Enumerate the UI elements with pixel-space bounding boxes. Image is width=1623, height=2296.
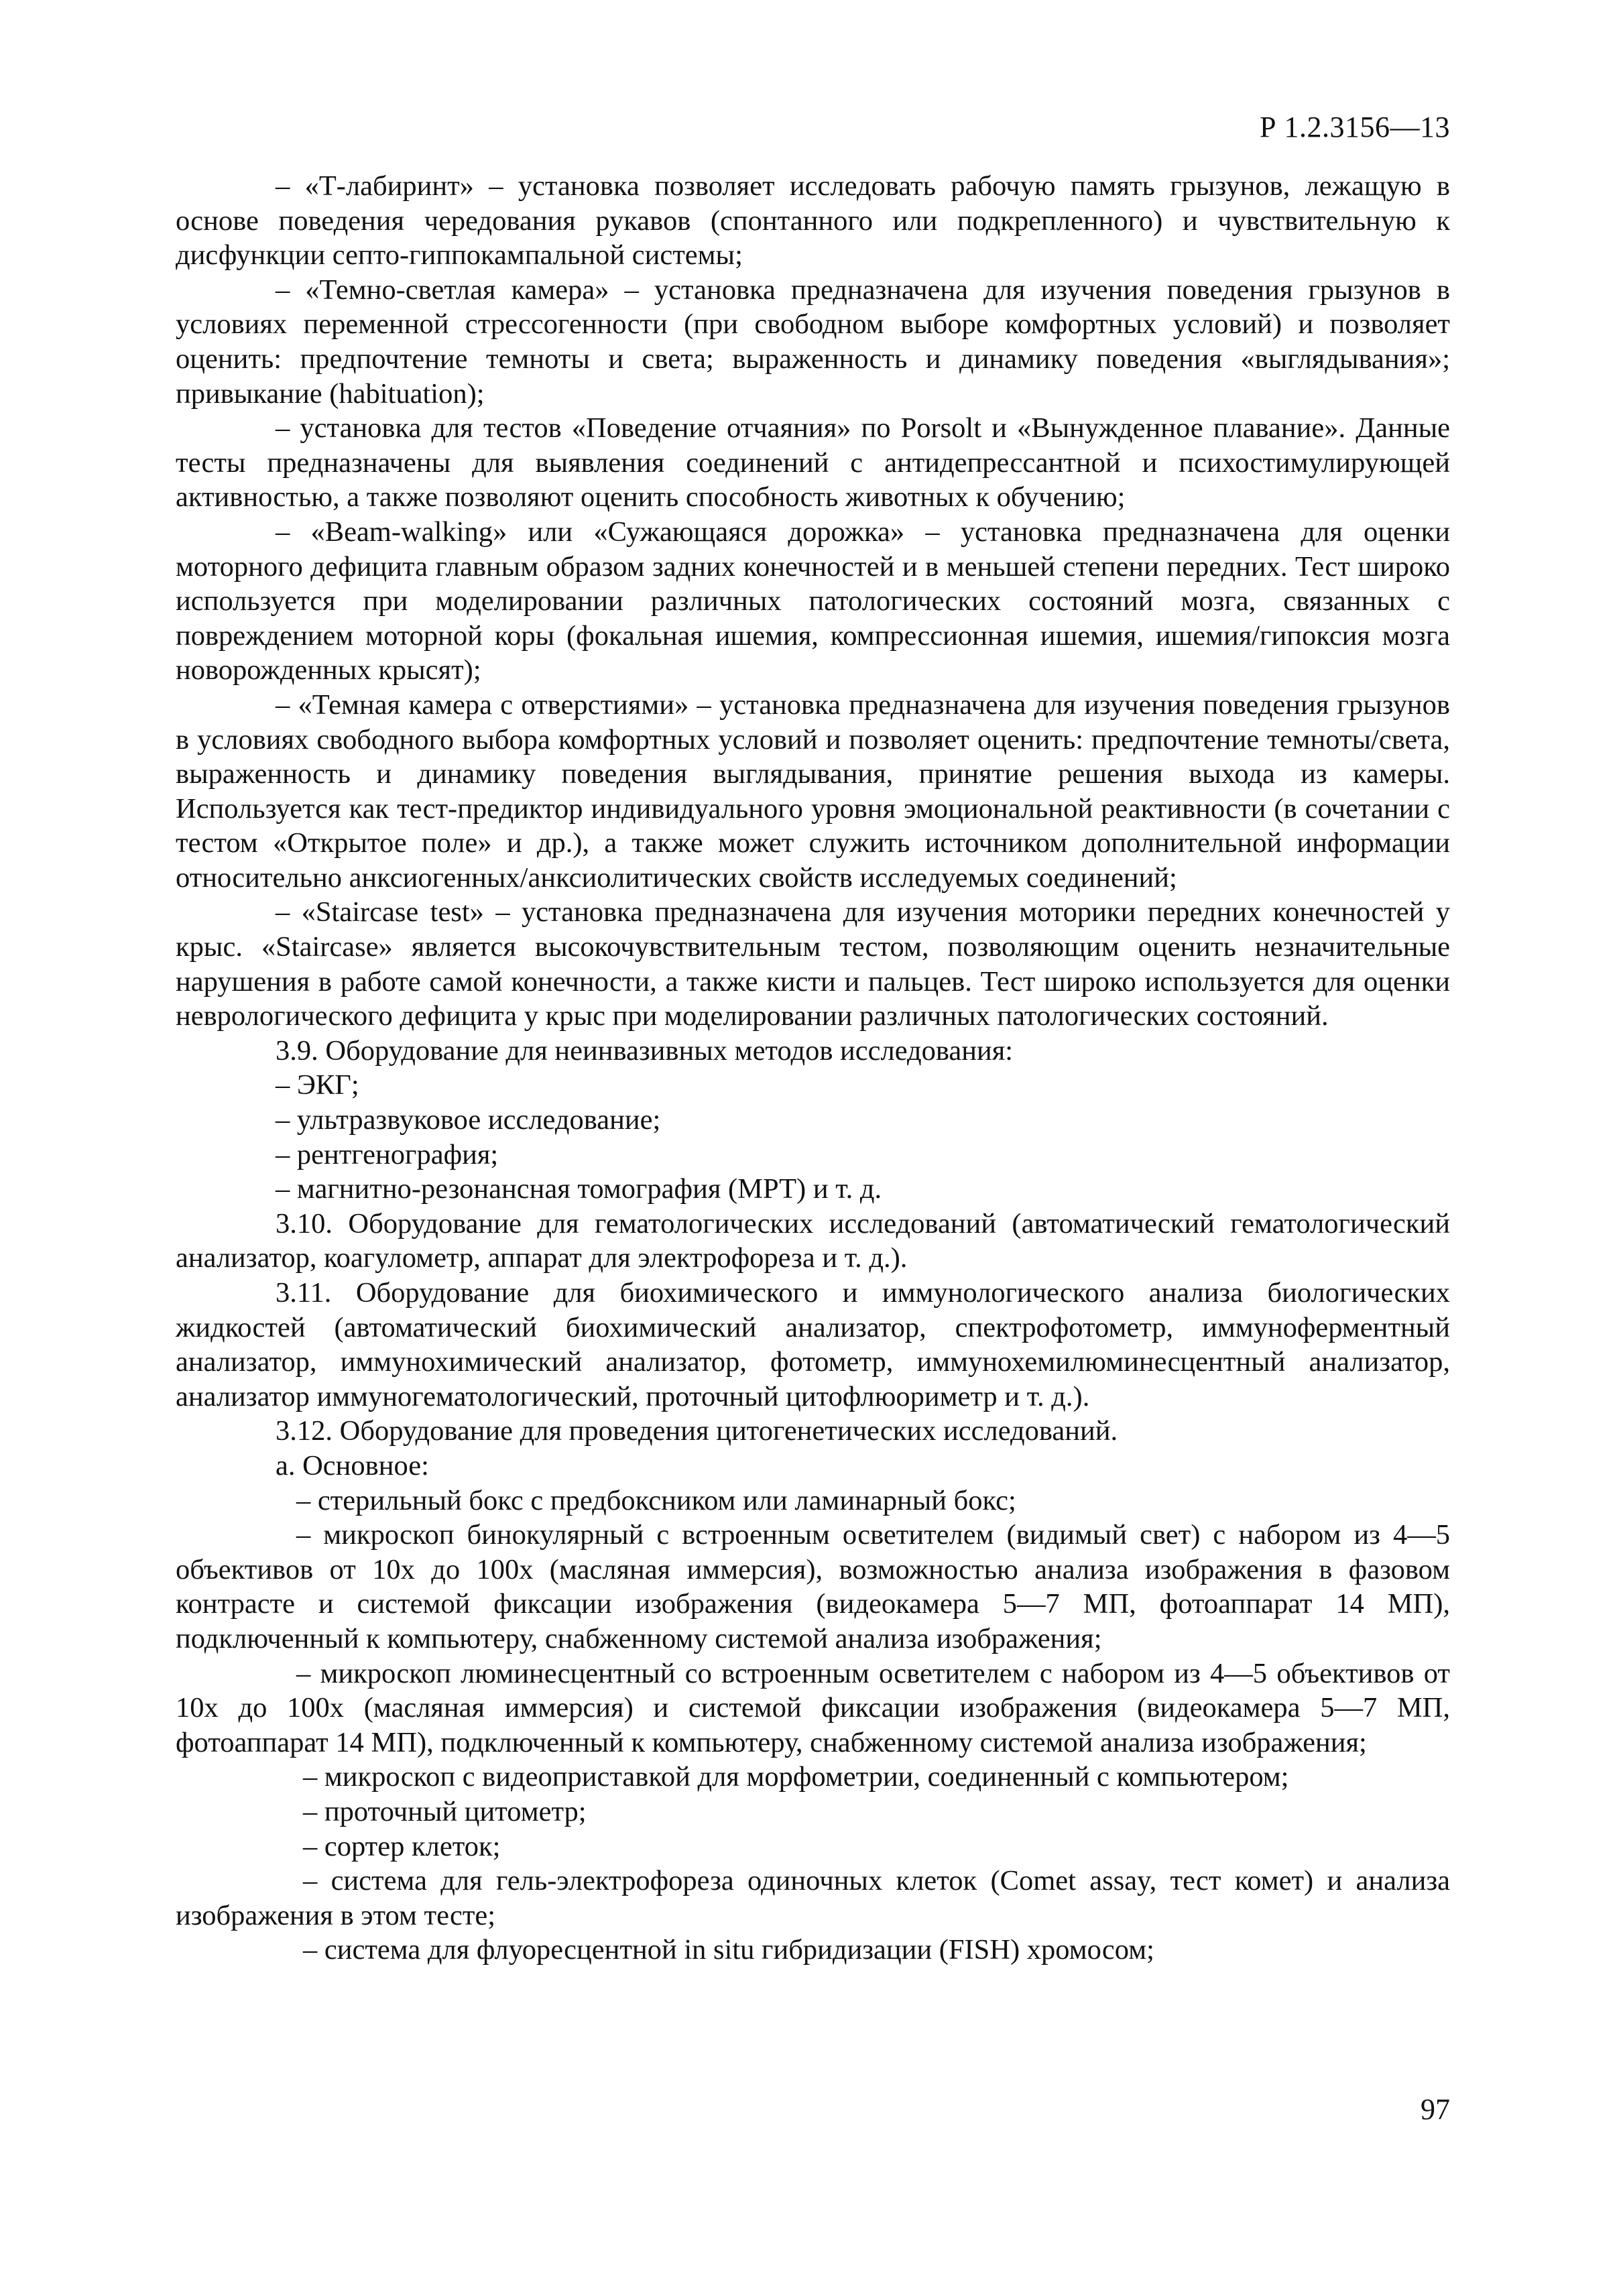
list-item-mri: – магнитно-резонансная томография (МРТ) и т. д.	[276, 1173, 882, 1205]
page-number: 97	[1421, 2093, 1450, 2126]
section-3-11: 3.11. Оборудование для биохимического и иммунологического анализа биологических жидкостей (автоматический биохимический анализатор, спектрофотометр, иммуноферментный анализатор, иммунохимический анализатор, фотометр, иммунохемилюминесцентный анализатор, анализатор иммуногематологический, проточный цитофлюориметр и т. д.).	[176, 1277, 1450, 1412]
list-item-sterile-box: – стерильный бокс с предбоксником или ламинарный бокс;	[296, 1484, 1016, 1516]
list-item-radiography: – рентгенография;	[276, 1138, 499, 1170]
paragraph-dark-light-chamber: – «Темно-светлая камера» – установка предназначена для изучения поведения грызунов в условиях переменной стрессогенности (при свободном выборе комфортных условий) и позволяет оценить: предпочтение темноты и света; выраженность и динамику поведения «выглядывания»; привыкание (habituation);	[176, 274, 1450, 410]
list-item-binocular-microscope: – микроскоп бинокулярный с встроенным осветителем (видимый свет) с набором из 4—5 объективов от 10х до 100х (масляная иммерсия), возможностью анализа изображения в фазовом контрасте и системой фиксации изображения (видеокамера 5—7 МП, фотоаппарат 14 МП), подключенный к компьютеру, снабженному системой анализа изображения;	[176, 1519, 1450, 1654]
list-item-cell-sorter: – сортер клеток;	[303, 1830, 501, 1862]
list-item-luminescent-microscope: – микроскоп люминесцентный со встроенным осветителем с набором из 4—5 объективов от 10х до 100х (масляная иммерсия) и системой фиксации изображения (видеокамера 5—7 МП, фотоаппарат 14 МП), подключенный к компьютеру, снабженному системой анализа изображения;	[176, 1657, 1450, 1758]
list-item-flow-cytometer: – проточный цитометр;	[303, 1795, 587, 1827]
subsection-a-basic: а. Основное:	[276, 1449, 429, 1482]
list-item-fish-system: – система для флуоресцентной in situ гибридизации (FISH) хромосом;	[303, 1934, 1154, 1966]
list-item-ecg: – ЭКГ;	[276, 1069, 359, 1101]
document-code: Р 1.2.3156—13	[1260, 111, 1450, 143]
paragraph-porsolt-test: – установка для тестов «Поведение отчаяния» по Porsolt и «Вынужденное плавание». Данные тесты предназначены для выявления соединений с антидепрессантной и психостимулирующей активностью, а также позволяют оценить способность животных к обучению;	[176, 412, 1450, 513]
list-item-ultrasound: – ультразвуковое исследование;	[276, 1104, 661, 1136]
paragraph-t-maze: – «Т-лабиринт» – установка позволяет исследовать рабочую память грызунов, лежащую в основе поведения чередования рукавов (спонтанного или подкрепленного) и чувствительную к дисфункции септо-гиппокампальной системы;	[176, 170, 1450, 271]
list-item-morphometry-microscope: – микроскоп с видеоприставкой для морфометрии, соединенный с компьютером;	[303, 1761, 1289, 1793]
section-3-10: 3.10. Оборудование для гематологических исследований (автоматический гематологический анализатор, коагулометр, аппарат для электрофореза и т. д.).	[176, 1207, 1450, 1274]
paragraph-beam-walking: – «Beam-walking» или «Сужающаяся дорожка» – установка предназначена для оценки моторного дефицита главным образом задних конечностей и в меньшей степени передних. Тест широко используется при моделировании различных патологических состояний мозга, связанных с повреждением моторной коры (фокальная ишемия, компрессионная ишемия, ишемия/гипоксия мозга новорожденных крысят);	[176, 516, 1450, 686]
list-item-comet-assay: – система для гель-электрофореза одиночных клеток (Comet assay, тест комет) и анализа изображения в этом тесте;	[176, 1865, 1450, 1931]
section-3-12-heading: 3.12. Оборудование для проведения цитогенетических исследований.	[276, 1415, 1118, 1447]
paragraph-staircase-test: – «Staircase test» – установка предназначена для изучения моторики передних конечностей у крыс. «Staircase» является высокочувствительным тестом, позволяющим оценить незначительные нарушения в работе самой конечности, а также кисти и пальцев. Тест широко используется для оценки неврологического дефицита у крыс при моделировании различных патологических состояний.	[176, 896, 1450, 1032]
paragraph-dark-chamber-holes: – «Темная камера с отверстиями» – установка предназначена для изучения поведения грызунов в условиях свободного выбора комфортных условий и позволяет оценить: предпочтение темноты/света, выраженность и динамику поведения выглядывания, принятие решения выхода из камеры. Используется как тест-предиктор индивидуального уровня эмоциональной реактивности (в сочетании с тестом «Открытое поле» и др.), а также может служить источником дополнительной информации относительно анксиогенных/анксиолитических свойств исследуемых соединений;	[176, 688, 1450, 894]
document-body	[176, 169, 1450, 1968]
section-3-9-heading: 3.9. Оборудование для неинвазивных методов исследования:	[276, 1034, 1014, 1067]
